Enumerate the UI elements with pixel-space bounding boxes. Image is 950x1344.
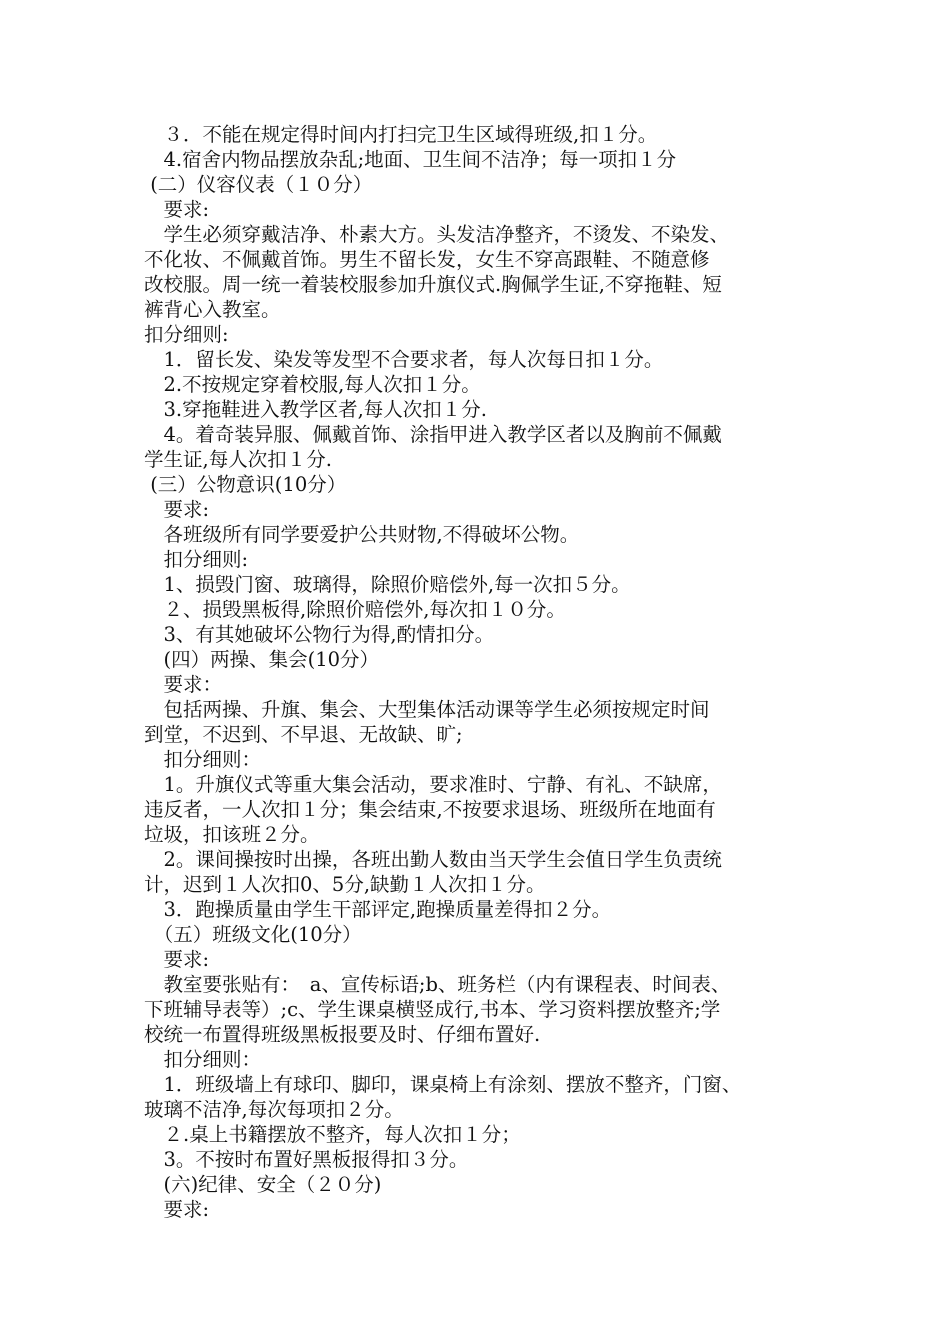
text-line: 要求: [144, 948, 210, 971]
text-line: 下班辅导表等）;c、学生课桌横竖成行,书本、学习资料摆放整齐;学 [144, 998, 721, 1021]
text-line: 3、有其她破坏公物行为得,酌情扣分。 [144, 623, 495, 646]
text-line: 不化妆、不佩戴首饰。男生不留长发，女生不穿高跟鞋、不随意修 [144, 248, 710, 271]
text-line: 学生证,每人次扣１分. [144, 448, 332, 471]
text-line: 4.宿舍内物品摆放杂乱;地面、卫生间不洁净；每一项扣１分 [144, 148, 677, 171]
text-line: ２、损毁黑板得,除照价赔偿外,每次扣１０分。 [144, 598, 566, 621]
text-line: 校统一布置得班级黑板报要及时、仔细布置好. [144, 1023, 541, 1046]
text-line: 扣分细则： [144, 1048, 262, 1071]
text-line: （五）班级文化(10分） [144, 923, 362, 946]
text-line: ２.桌上书籍摆放不整齐，每人次扣１分； [144, 1123, 521, 1146]
text-line: (三）公物意识(10分） [144, 473, 347, 496]
text-line: 3．跑操质量由学生干部评定,跑操质量差得扣２分。 [144, 898, 612, 921]
text-line: (二）仪容仪表（１０分） [144, 173, 373, 196]
text-line: 改校服。周一统一着装校服参加升旗仪式.胸佩学生证,不穿拖鞋、短 [144, 273, 722, 296]
text-line: 要求: [144, 198, 210, 221]
text-line: 各班级所有同学要爱护公共财物,不得破坏公物。 [144, 523, 580, 546]
text-line: 要求: [144, 498, 210, 521]
text-line: 2。课间操按时出操，各班出勤人数由当天学生会值日学生负责统 [144, 848, 722, 871]
document-body [144, 122, 824, 1222]
text-line: 扣分细则： [144, 748, 262, 771]
text-line: 2.不按规定穿着校服,每人次扣１分。 [144, 373, 481, 396]
text-line: 要求： [144, 673, 223, 696]
text-line: 到堂，不迟到、不早退、无故缺、旷; [144, 723, 463, 746]
text-line: 3.穿拖鞋进入教学区者,每人次扣１分. [144, 398, 488, 421]
text-line: 学生必须穿戴洁净、朴素大方。头发洁净整齐，不烫发、不染发、 [144, 223, 730, 246]
text-line: 违反者，一人次扣１分；集会结束,不按要求退场、班级所在地面有 [144, 798, 716, 821]
text-line: 4。着奇装异服、佩戴首饰、涂指甲进入教学区者以及胸前不佩戴 [144, 423, 722, 446]
text-line: 裤背心入教室。 [144, 298, 281, 321]
text-line: 扣分细则: [144, 548, 249, 571]
text-line: 要求: [144, 1198, 210, 1221]
text-line: (四）两操、集会(10分） [144, 648, 380, 671]
text-line: 1、损毁门窗、玻璃得，除照价赔偿外,每一次扣５分。 [144, 573, 631, 596]
text-line: 1．班级墙上有球印、脚印，课桌椅上有涂刻、摆放不整齐，门窗、 [144, 1073, 742, 1096]
text-line: 3。不按时布置好黑板报得扣３分。 [144, 1148, 469, 1171]
text-line: 1。升旗仪式等重大集会活动，要求准时、宁静、有礼、不缺席， [144, 773, 722, 796]
text-line: 玻璃不洁净,每次每项扣２分。 [144, 1098, 404, 1121]
text-line: 包括两操、升旗、集会、大型集体活动课等学生必须按规定时间 [144, 698, 710, 721]
text-line: 1．留长发、染发等发型不合要求者，每人次每日扣１分。 [144, 348, 664, 371]
text-line: ３．不能在规定得时间内打扫完卫生区域得班级,扣１分。 [144, 123, 658, 146]
text-line: 扣分细则: [144, 323, 229, 346]
text-line: 教室要张贴有： a、宣传标语;b、班务栏（内有课程表、时间表、 [144, 973, 731, 996]
text-line: 垃圾，扣该班２分。 [144, 823, 320, 846]
text-line: 计，迟到１人次扣0、5分,缺勤１人次扣１分。 [144, 873, 546, 896]
text-line: (六)纪律、安全（２０分) [144, 1173, 382, 1196]
